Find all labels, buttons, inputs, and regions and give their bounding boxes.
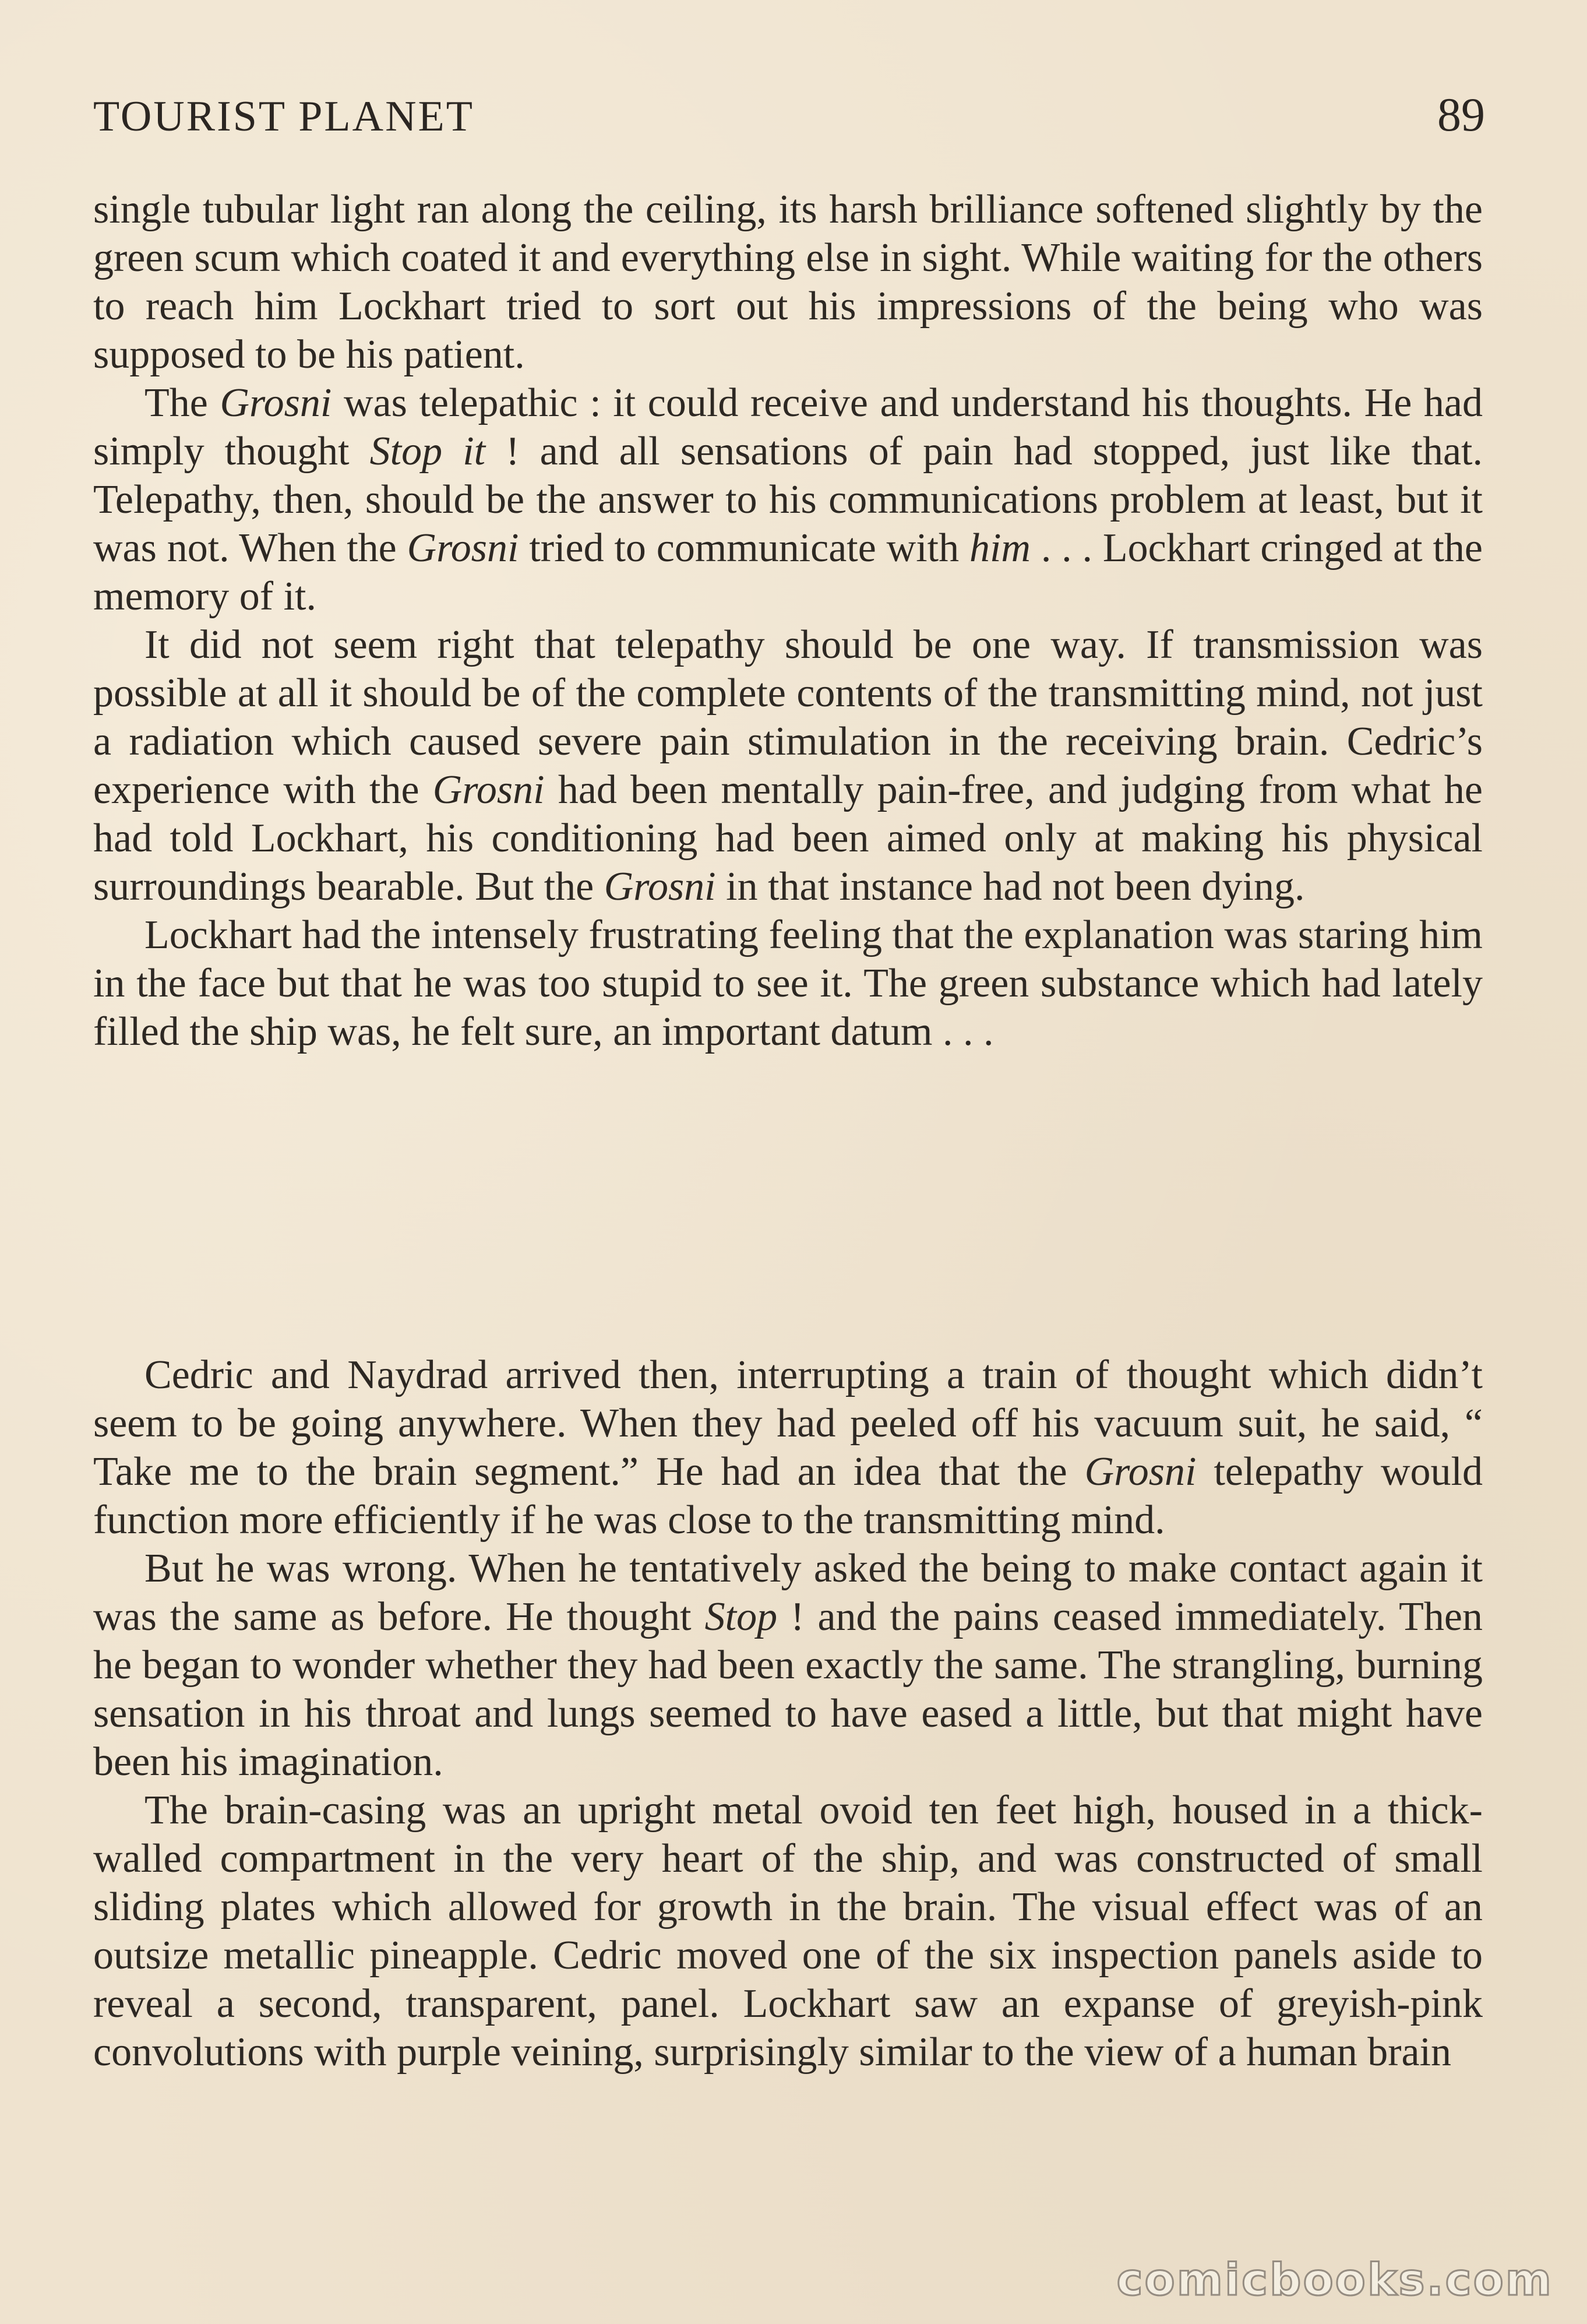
italic-text: Stop (704, 1594, 778, 1639)
italic-text: Grosni (407, 526, 519, 571)
text-run: in that instance had not been dying. (715, 864, 1305, 909)
text-run: was telepathic : it could receive and understand his thoughts. He had simply thought (93, 381, 1483, 474)
text-run: . . . Lockhart cringed at the memory of it. (93, 526, 1483, 619)
paragraph (93, 911, 1483, 1056)
text-run: tried to communicate with (519, 526, 969, 571)
text-run: telepathy would function more efficiently if he was close to the transmitting mind. (93, 1449, 1483, 1543)
text-run: ! and the pains ceased immediately. Then he began to wonder whether they had been exactly the same. The strangling, burning sensation in his throat and lungs seemed to have eased a little, but that might have been his imagination. (93, 1594, 1483, 1784)
paragraph (93, 1351, 1483, 1544)
running-title: TOURIST PLANET (93, 93, 474, 140)
italic-text: him (969, 526, 1031, 571)
italic-text: Grosni (1084, 1449, 1197, 1494)
italic-text: Grosni (604, 864, 716, 909)
page-number: 89 (1437, 88, 1485, 141)
body-text-part-2 (93, 1351, 1483, 2076)
text-run: ! and all sensations of pain had stopped, just like that. Telepathy, then, should be the answer to his communications problem at least, but it was not. When the (93, 429, 1483, 571)
page-header (93, 87, 1485, 152)
text-run: Lockhart had the intensely frustrating feeling that the explanation was staring him in the face but that he was too stupid to see it. The green substance which had lately filled the ship was, he felt sure, an important datum . . . (93, 913, 1483, 1054)
text-run: The brain-casing was an upright metal ovoid ten feet high, housed in a thick-walled compartment in the very heart of the ship, and was constructed of small sliding plates which allowed for growth in the brain. The visual effect was of an outsize metallic pineapple. Cedric moved one of the six inspection panels aside to reveal a second, transparent, panel. Lockhart saw an expanse of greyish-pink convolutions with purple veining, surprisingly similar to the view of a human brain (93, 1788, 1483, 2075)
watermark: comicbooks.com (1116, 2253, 1553, 2305)
paragraph (93, 1544, 1483, 1786)
paragraph (93, 379, 1483, 621)
paragraph (93, 1786, 1483, 2076)
text-run: It did not seem right that telepathy should be one way. If transmission was possible at all it should be of the complete contents of the transmitting mind, not just a radiation which caused severe pain stimulation in the receiving brain. Cedric’s experience with the (93, 622, 1483, 812)
text-run: The (144, 381, 220, 425)
text-run: had been mentally pain-free, and judging from what he had told Lockhart, his conditioning had been aimed only at making his physical surroundings bearable. But the (93, 767, 1483, 909)
text-run: Cedric and Naydrad arrived then, interrupting a train of thought which didn’t seem to be going anywhere. When they had peeled off his vacuum suit, he said, “ Take me to the brain segment.” He had an idea that the (93, 1353, 1483, 1494)
text-run: But he was wrong. When he tentatively asked the being to make contact again it was the same as before. He thought (93, 1546, 1483, 1639)
body-text-part-1 (93, 185, 1483, 1056)
italic-text: Stop it (369, 429, 486, 474)
text-run: single tubular light ran along the ceiling, its harsh brilliance softened slightly by the green scum which coated it and everything else in sight. While waiting for the others to reach him Lockhart tried to sort out his impressions of the being who was supposed to be his patient. (93, 187, 1483, 377)
paragraph (93, 621, 1483, 911)
italic-text: Grosni (220, 381, 332, 425)
paragraph (93, 185, 1483, 379)
italic-text: Grosni (432, 767, 545, 812)
